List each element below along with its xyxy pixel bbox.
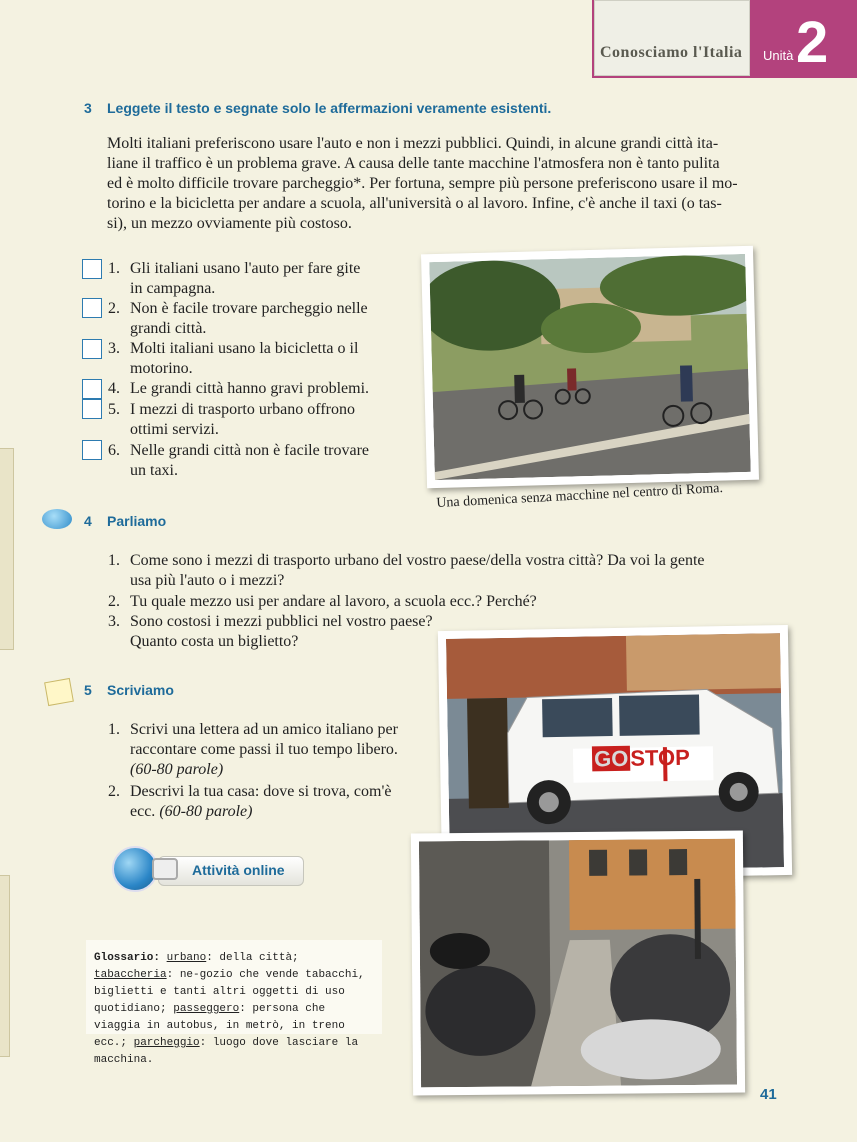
statement-text: I mezzi di trasporto urbano offrono [130, 401, 355, 418]
unit-number: 2 [796, 10, 829, 75]
question-1 [108, 551, 705, 591]
taxi-sign-go: GO [593, 745, 629, 772]
checkbox-4[interactable] [82, 379, 102, 399]
question-3 [108, 612, 433, 652]
question-text: Come sono i mezzi di trasporto urbano del vostro paese/della vostra città? Da voi la gente [130, 552, 705, 569]
exercise-3-text [107, 134, 777, 234]
header-title-box [594, 0, 750, 76]
text-line: liane il traffico è un problema grave. A causa delle tante macchine l'atmosfera non è tanto pulita [107, 155, 720, 172]
statement-text: Molti italiani usano la bicicletta o il [130, 340, 359, 357]
writing-task-2 [108, 782, 391, 822]
statement-text: Non è facile trovare parcheggio nelle [130, 300, 368, 317]
left-deco-frame [0, 448, 14, 650]
question-text: Quanto costa un biglietto? [130, 633, 299, 650]
taxi-sign-stop: STOP [630, 744, 691, 771]
writing-task-1 [108, 720, 398, 780]
exercise-3-title: Leggete il testo e segnate solo le affermazioni veramente esistenti. [107, 100, 552, 116]
checkbox-5[interactable] [82, 399, 102, 419]
statement-text: motorino. [130, 360, 193, 377]
question-number: 2. [108, 593, 120, 610]
page-number: 41 [760, 1086, 777, 1103]
glossary-definition: : ne-gozio che vende tabacchi, biglietti e tanti altri oggetti di uso quotidiano; [94, 969, 365, 1015]
photo-scooters [411, 831, 745, 1096]
question-number: 1. [108, 552, 120, 569]
checkbox-2[interactable] [82, 298, 102, 318]
left-deco-frame [0, 875, 10, 1057]
question-number: 3. [108, 613, 120, 630]
glossary-box [86, 940, 382, 1066]
statement-text: un taxi. [130, 462, 178, 479]
text-line: si), un mezzo ovviamente più costoso. [107, 215, 352, 232]
statement-6 [108, 441, 369, 481]
statement-1 [108, 259, 360, 299]
statement-2 [108, 299, 368, 339]
statement-number: 2. [108, 300, 120, 317]
question-text: usa più l'auto o i mezzi? [130, 572, 285, 589]
exercise-4-title: Parliamo [107, 513, 167, 529]
checkbox-6[interactable] [82, 440, 102, 460]
statement-4 [108, 379, 369, 399]
exercise-3-number: 3 [84, 100, 92, 116]
speech-bubble-icon [42, 509, 72, 529]
checkbox-3[interactable] [82, 339, 102, 359]
statement-number: 3. [108, 340, 120, 357]
exercise-4-number: 4 [84, 513, 92, 529]
task-word-count: (60-80 parole) [130, 761, 224, 778]
glossary-term: urbano [166, 952, 207, 964]
statement-number: 6. [108, 442, 120, 459]
exercise-5-number: 5 [84, 682, 92, 698]
text-line: torino e la bicicletta per andare a scuola, all'università o al lavoro. Infine, c'è anche il taxi (o tas- [107, 195, 722, 212]
text-line: ed è molto difficile trovare parcheggio*. Per fortuna, sempre più persone preferiscono usare il mo- [107, 175, 738, 192]
statement-number: 4. [108, 380, 120, 397]
header-title: Conosciamo l'Italia [600, 44, 743, 61]
glossary-term: passeggero [173, 1003, 240, 1015]
notepad-icon [44, 678, 74, 706]
photo-image [419, 839, 737, 1088]
task-text: raccontare come passi il tuo tempo libero. [130, 741, 398, 758]
glossary-definition: : della città; [206, 952, 299, 964]
glossary-definition: : luogo dove lasciare la macchina. [94, 1037, 359, 1066]
statement-3 [108, 339, 358, 379]
task-text: Scrivi una lettera ad un amico italiano per [130, 721, 398, 738]
statement-text: grandi città. [130, 320, 207, 337]
task-word-count: (60-80 parole) [159, 803, 253, 820]
text-line: Molti italiani preferiscono usare l'auto e non i mezzi pubblici. Quindi, in alcune grandi città ita- [107, 135, 719, 152]
unit-label: Unità [763, 48, 794, 63]
task-text: Descrivi la tua casa: dove si trova, com'è [130, 783, 392, 800]
task-number: 2. [108, 783, 120, 800]
statement-text: Gli italiani usano l'auto per fare gite [130, 260, 361, 277]
glossary-term: tabaccheria [94, 969, 167, 981]
mouse-icon [152, 858, 178, 880]
checkbox-1[interactable] [82, 259, 102, 279]
statement-text: Le grandi città hanno gravi problemi. [130, 380, 370, 397]
glossary-label: Glossario: [94, 952, 161, 964]
scooters-illustration [419, 839, 737, 1088]
online-activity-link[interactable]: Attività online [192, 862, 285, 878]
photo-rome-bicycles [421, 246, 759, 489]
statement-5 [108, 400, 355, 440]
statement-text: Nelle grandi città non è facile trovare [130, 442, 369, 459]
question-text: Tu quale mezzo usi per andare al lavoro, a scuola ecc.? Perché? [130, 593, 537, 610]
photo-image [429, 254, 751, 480]
glossary-definition: : persona che viaggia in autobus, in metrò, in treno ecc.; [94, 1003, 345, 1049]
task-text: ecc. [130, 803, 156, 820]
rome-street-illustration [429, 254, 751, 480]
task-number: 1. [108, 721, 120, 738]
statement-number: 5. [108, 401, 120, 418]
glossary-term: parcheggio [133, 1037, 200, 1049]
question-2 [108, 592, 537, 612]
statement-number: 1. [108, 260, 120, 277]
exercise-5-title: Scriviamo [107, 682, 174, 698]
statement-text: ottimi servizi. [130, 421, 219, 438]
photo-caption: Una domenica senza macchine nel centro di Roma. [436, 480, 724, 511]
question-text: Sono costosi i mezzi pubblici nel vostro paese? [130, 613, 433, 630]
statement-text: in campagna. [130, 280, 216, 297]
